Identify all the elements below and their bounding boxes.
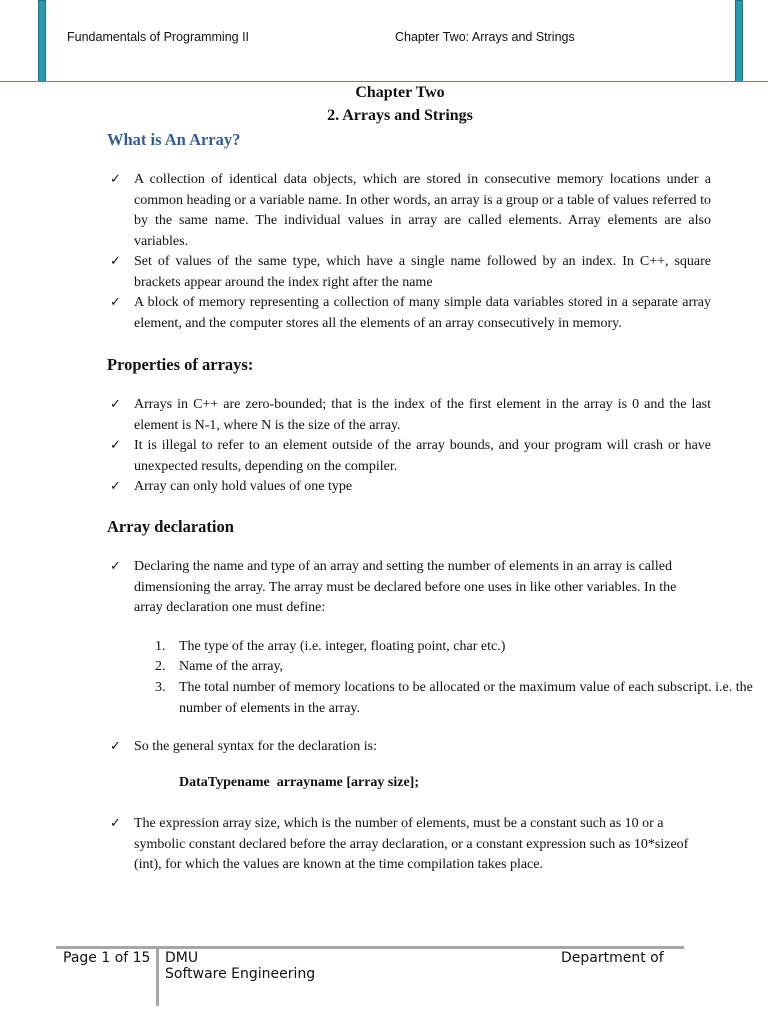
- header-chapter-title: Chapter Two: Arrays and Strings: [395, 30, 575, 44]
- header-course-title: Fundamentals of Programming II: [67, 30, 250, 44]
- footer-separator: [156, 946, 159, 1006]
- bullet-text: It is illegal to refer to an element outside of the array bounds, and your program will crash or have unexpected results, depending on the compiler.: [134, 438, 711, 474]
- bullet-text: A collection of identical data objects, which are stored in consecutive memory locations under a common heading or a variable name. In other words, an array is a group or a table of values referred to by the same name. The individual values in array are called elements. Array elements are also variables.: [134, 172, 711, 249]
- heading-what-is-array: What is An Array?: [107, 130, 241, 149]
- check-icon: ✓: [110, 559, 121, 574]
- bullet-text: Declaring the name and type of an array and setting the number of elements in an array is called dimensioning the array. The array must be declared before one uses in like other variables. In the array declaration one must define:: [134, 559, 677, 615]
- bullet-text: A block of memory representing a collection of many simple data variables stored in a separate array element, and the computer stores all the elements of an array consecutively in memory.: [134, 295, 711, 331]
- bullet-text: The expression array size, which is the number of elements, must be a constant such as 10 or a symbolic constant declared before the array declaration, or a constant expression such as 10*sizeof (int), for which the values are known at the time compilation takes place.: [134, 816, 689, 872]
- footer-page-number: Page 1 of 15: [63, 950, 151, 966]
- header-accent-bar-right: [735, 0, 743, 82]
- section-title: 2. Arrays and Strings: [327, 107, 473, 124]
- heading-properties: Properties of arrays:: [107, 355, 254, 374]
- header-accent-bar-left: [38, 0, 46, 82]
- footer-department-name: Software Engineering: [165, 966, 316, 982]
- check-icon: ✓: [110, 254, 121, 269]
- check-icon: ✓: [110, 397, 121, 412]
- bullet-text: Set of values of the same type, which have a single name followed by an index. In C++, square brackets appear around the index right after the name: [134, 254, 711, 290]
- bullet-text: Arrays in C++ are zero-bounded; that is the index of the first element in the array is 0 and the last element is N-1, where N is the size of the array.: [134, 397, 711, 433]
- footer-department-label: Department of: [561, 950, 664, 966]
- check-icon: ✓: [110, 438, 121, 453]
- check-icon: ✓: [110, 479, 121, 494]
- heading-array-declaration: Array declaration: [107, 517, 234, 536]
- bullet-text: So the general syntax for the declaration is:: [134, 739, 377, 754]
- footer-divider: [56, 946, 684, 949]
- header-divider: [0, 81, 768, 82]
- check-icon: ✓: [110, 816, 121, 831]
- check-icon: ✓: [110, 172, 121, 187]
- syntax-example: DataTypename arrayname [array size];: [179, 775, 420, 790]
- chapter-title: Chapter Two: [355, 84, 445, 101]
- check-icon: ✓: [110, 739, 121, 754]
- footer-org: DMU: [165, 950, 199, 966]
- check-icon: ✓: [110, 295, 121, 310]
- bullet-text: Array can only hold values of one type: [134, 479, 353, 494]
